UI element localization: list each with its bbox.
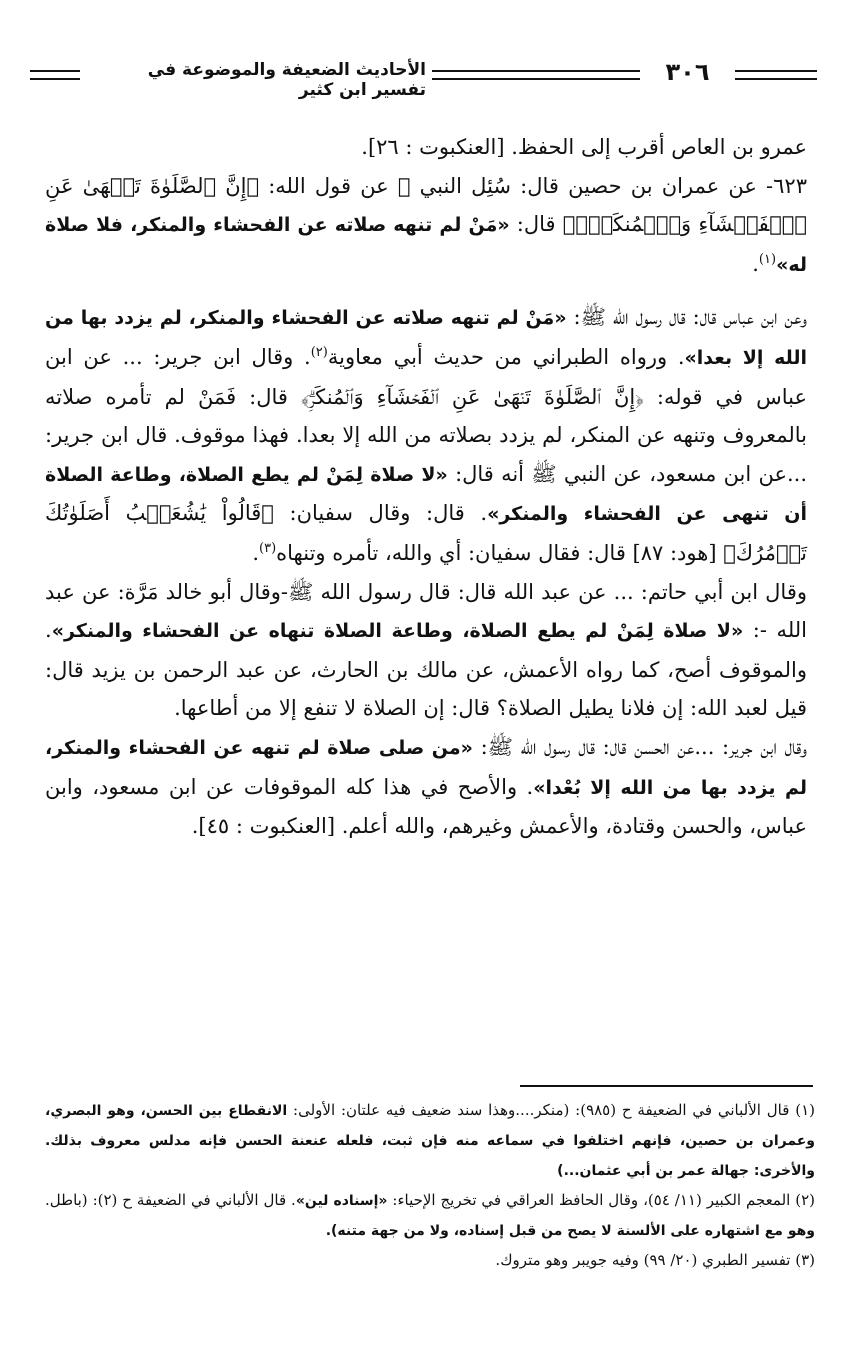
quran-verse: ﴿قَالُواْ يَٰشُعَيۡبُ أَصَلَوٰتُكَ تَأۡمُرُكَ﴾ bbox=[45, 501, 807, 565]
footnote-2 bbox=[45, 1186, 815, 1246]
text-run: وعن ابن عباس قال: قال رسول الله ﷺ: bbox=[566, 305, 807, 330]
text-run: . ورواه الطبراني من حديث أبي معاوية bbox=[327, 344, 685, 369]
hadith-text: «مَنْ لم تنهه صلاته عن الفحشاء والمنكر، فلا صلاة له» bbox=[45, 214, 807, 276]
paragraph bbox=[45, 573, 807, 728]
text-run: (٢) المعجم الكبير (١١/ ٥٤)، وقال الحافظ العراقي في تخريج الإحياء: bbox=[387, 1191, 815, 1209]
text-run: (١) قال الألباني في الضعيفة ح (٩٨٥): (منكر....وهذا سند ضعيف فيه علتان: الأولى: bbox=[287, 1101, 816, 1119]
quran-verse: ﴿إِنَّ ٱلصَّلَوٰةَ تَنۡهَىٰ عَنِ ٱلۡفَحۡشَآءِ وَٱلۡمُنكَرِۗ﴾ bbox=[45, 173, 808, 237]
running-title: الأحاديث الضعيفة والموضوعة في تفسير ابن كثير bbox=[147, 60, 426, 100]
footnote-ref[interactable]: (٢) bbox=[310, 344, 328, 360]
paragraph bbox=[45, 128, 807, 167]
header-rule-middle bbox=[432, 70, 640, 80]
text-run: ٦٢٣- عن عمران بن حصين قال: سُئِل النبي ﷺ عن قول الله: bbox=[259, 173, 807, 198]
header-rule-left bbox=[30, 70, 80, 80]
footnote-separator bbox=[520, 1085, 813, 1087]
page-header bbox=[30, 58, 817, 100]
main-text bbox=[45, 128, 807, 846]
text-run: . والأصح في هذا كله الموقوفات عن ابن مسعود، وابن عباس، والحسن وقتادة، والأعمش وغيرهم، والله أعلم. [العنكبوت : ٤٥]. bbox=[45, 774, 807, 839]
text-run: «إسناده لين» bbox=[295, 1193, 388, 1209]
footnotes bbox=[45, 1096, 815, 1275]
hadith-text: «من صلى صلاة لم تنهه عن الفحشاء والمنكر، لم يزدد بها من الله إلا بُعْدا» bbox=[45, 736, 807, 799]
text-run: . والموقوف أصح، كما رواه الأعمش، عن مالك بن الحارث، عن عبد الرحمن بن يزيد قال: قيل لعبد الله: إن فلانا يطيل الصلاة؟ قال: إن الصلاة لا تنفع إلا من أطاعها. bbox=[45, 618, 807, 721]
text-run: قال: فَمَنْ لم تأمره صلاته بالمعروف وتنهه عن المنكر، لم يزدد بصلاته من الله إلا بعدا. فهذا موقوف. قال ابن جرير: ...عن ابن مسعود، عن النبي ﷺ أنه قال: bbox=[45, 384, 808, 486]
page-number: ٣٠٦ bbox=[665, 58, 710, 86]
hadith-text: «لا صلاة لِمَنْ لم يطع الصلاة، وطاعة الصلاة أن تنهى عن الفحشاء والمنكر» bbox=[45, 463, 808, 526]
text-run: . bbox=[252, 540, 260, 565]
paragraph bbox=[45, 728, 807, 846]
text-run: [هود: ٨٧] قال: فقال سفيان: أي والله، تأمره وتنهاه bbox=[276, 540, 724, 565]
text-run: . قال: وقال سفيان: bbox=[273, 501, 488, 526]
text-run: الانقطاع بين الحسن، وهو البصري، وعمران بن حصين، فإنهم اختلفوا في سماعه منه فإن ثبت، فلعله عنعنة الحسن فإنه مدلس معروف بذلك. والأخرى: جهالة عمر بن أبي عثمان...) bbox=[45, 1103, 815, 1179]
text-run: وقال ابن جرير: ...عن الحسن قال: قال رسول الله ﷺ: bbox=[472, 734, 807, 759]
text-run: قال: bbox=[509, 212, 563, 237]
footnote-ref[interactable]: (١) bbox=[758, 251, 777, 267]
footnote-1 bbox=[45, 1096, 815, 1186]
footnote-3 bbox=[45, 1246, 815, 1275]
hadith-text: «لا صلاة لِمَنْ لم يطع الصلاة، وطاعة الصلاة تنهاه عن الفحشاء والمنكر» bbox=[51, 620, 744, 643]
quran-verse: ﴿إِنَّ ٱلصَّلَوٰةَ تَنۡهَىٰ عَنِ ٱلۡفَحۡشَآءِ وَٱلۡمُنكَرِۗ﴾ bbox=[300, 384, 644, 409]
hadith-entry-623 bbox=[45, 167, 807, 285]
paragraph bbox=[45, 298, 807, 572]
text-run: عمرو بن العاص أقرب إلى الحفظ. [العنكبوت : ٢٦]. bbox=[361, 135, 807, 159]
footnote-ref[interactable]: (٣) bbox=[259, 540, 277, 556]
hadith-text: «مَنْ لم تنهه صلاته عن الفحشاء والمنكر، لم يزدد بها من الله إلا بعدا» bbox=[45, 307, 807, 369]
header-rule-right bbox=[735, 70, 817, 80]
text-run: (٣) تفسير الطبري (٢٠/ ٩٩) وفيه جويبر وهو متروك. bbox=[495, 1251, 815, 1269]
text-run: . وقال ابن جرير: ... عن ابن عباس في قوله: bbox=[45, 344, 807, 409]
text-run: . bbox=[752, 251, 759, 276]
text-run: وهو مع اشتهاره على الألسنة لا يصح من قبل إسناده، ولا من جهة متنه). bbox=[325, 1223, 815, 1239]
text-run: وقال ابن أبي حاتم: ... عن عبد الله قال: قال رسول الله ﷺ-وقال أبو خالد مَرَّة: عن عبد الله -: bbox=[45, 579, 807, 643]
text-run: . قال الألباني في الضعيفة ح (٢): (باطل. bbox=[45, 1191, 296, 1209]
